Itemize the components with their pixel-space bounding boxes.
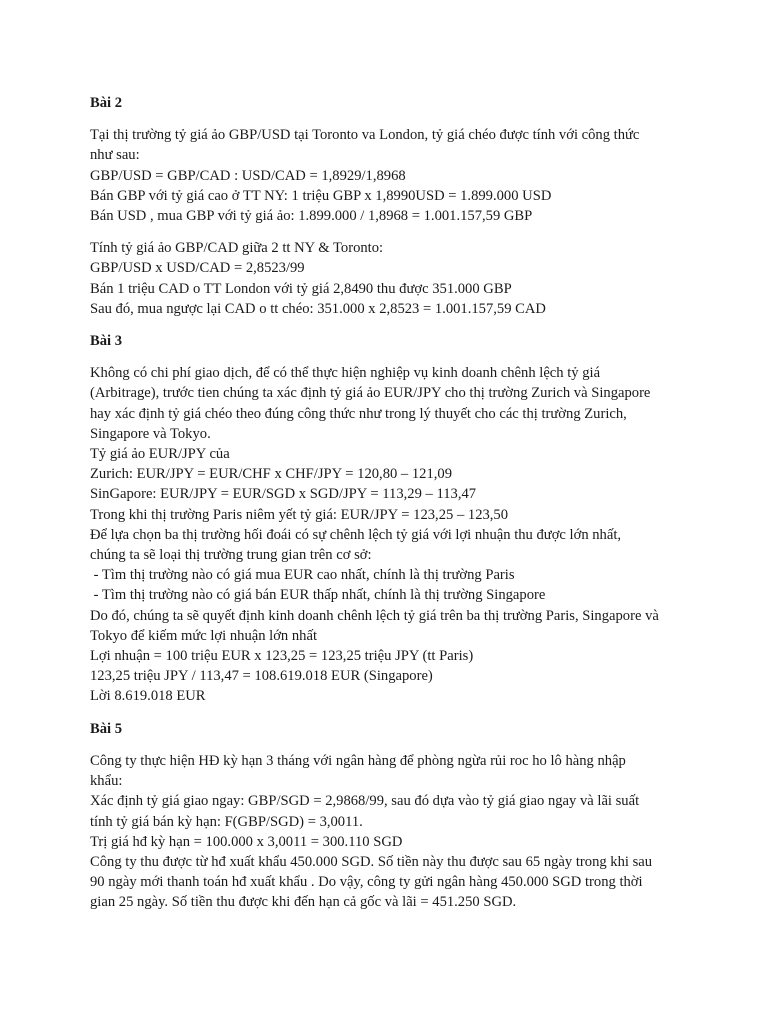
paragraph xyxy=(90,363,690,706)
text-line: Lời 8.619.018 EUR xyxy=(90,688,206,705)
text-line: khẩu: xyxy=(90,773,123,790)
text-line: hay xác định tỷ giá chéo theo đúng công thức như trong lý thuyết cho các thị trường Zurich, xyxy=(90,405,627,422)
text-line: - Tìm thị trường nào có giá bán EUR thấp nhất, chính là thị trường Singapore xyxy=(90,587,546,604)
text-line: Sau đó, mua ngược lại CAD o tt chéo: 351.000 x 2,8523 = 1.001.157,59 CAD xyxy=(90,300,546,317)
text-line: 123,25 triệu JPY / 113,47 = 108.619.018 EUR (Singapore) xyxy=(90,668,433,685)
text-line: Bán USD , mua GBP với tỷ giá ảo: 1.899.000 / 1,8968 = 1.001.157,59 GBP xyxy=(90,208,533,225)
section-heading: Bài 3 xyxy=(90,333,123,350)
text-line: Công ty thực hiện HĐ kỳ hạn 3 tháng với ngân hàng để phòng ngừa rủi roc ho lô hàng nhập xyxy=(90,752,626,769)
section-3 xyxy=(90,719,690,913)
paragraph xyxy=(90,238,690,319)
text-line: chúng ta sẽ loại thị trường trung gian trên cơ sở: xyxy=(90,547,372,564)
text-line: Tính tỷ giá ảo GBP/CAD giữa 2 tt NY & Toronto: xyxy=(90,240,384,257)
text-line: Bán GBP với tỷ giá cao ở TT NY: 1 triệu GBP x 1,8990USD = 1.899.000 USD xyxy=(90,187,552,204)
text-line: GBP/USD = GBP/CAD : USD/CAD = 1,8929/1,8968 xyxy=(90,167,406,184)
text-line: Lợi nhuận = 100 triệu EUR x 123,25 = 123,25 triệu JPY (tt Paris) xyxy=(90,648,474,665)
text-line: Do đó, chúng ta sẽ quyết định kinh doanh chênh lệch tỷ giá trên ba thị trường Paris, Singapore và xyxy=(90,607,659,624)
paragraph xyxy=(90,751,690,913)
text-line: Để lựa chọn ba thị trường hối đoái có sự chênh lệch tỷ giá với lợi nhuận thu được lớn nhất, xyxy=(90,526,622,543)
text-line: 90 ngày mới thanh toán hđ xuất khẩu . Do vậy, công ty gửi ngân hàng 450.000 SGD trong thời xyxy=(90,874,643,891)
text-line: SinGapore: EUR/JPY = EUR/SGD x SGD/JPY = 113,29 – 113,47 xyxy=(90,486,477,503)
text-line: Tokyo để kiếm mức lợi nhuận lớn nhất xyxy=(90,627,318,644)
section-heading: Bài 2 xyxy=(90,95,123,111)
section-1 xyxy=(90,93,690,319)
document-body xyxy=(90,93,690,925)
text-line: Trị giá hđ kỳ hạn = 100.000 x 3,0011 = 300.110 SGD xyxy=(90,833,403,850)
text-line: Bán 1 triệu CAD o TT London với tỷ giá 2,8490 thu được 351.000 GBP xyxy=(90,280,512,297)
text-line: Không có chi phí giao dịch, để có thể thực hiện nghiệp vụ kinh doanh chênh lệch tỷ giá xyxy=(90,365,601,382)
text-line: gian 25 ngày. Số tiền thu được khi đến hạn cả gốc và lãi = 451.250 SGD. xyxy=(90,894,517,911)
text-line: (Arbitrage), trước tien chúng ta xác định tỷ giá ảo EUR/JPY cho thị trường Zurich và Singapore xyxy=(90,385,651,402)
text-line: Singapore và Tokyo. xyxy=(90,425,211,442)
text-line: Tỷ giá ảo EUR/JPY của xyxy=(90,446,230,463)
text-line: như sau: xyxy=(90,147,140,164)
text-line: Trong khi thị trường Paris niêm yết tỷ giá: EUR/JPY = 123,25 – 123,50 xyxy=(90,506,509,523)
text-line: Công ty thu được từ hđ xuất khẩu 450.000 SGD. Số tiền này thu được sau 65 ngày trong khi sau xyxy=(90,853,653,870)
paragraph xyxy=(90,125,690,226)
text-line: Xác định tỷ giá giao ngay: GBP/SGD = 2,9868/99, sau đó dựa vào tỷ giá giao ngay và lãi suất xyxy=(90,793,640,810)
text-line: tính tỷ giá bán kỳ hạn: F(GBP/SGD) = 3,0011. xyxy=(90,813,363,830)
section-2 xyxy=(90,331,690,707)
section-heading: Bài 5 xyxy=(90,720,123,737)
text-line: - Tìm thị trường nào có giá mua EUR cao nhất, chính là thị trường Paris xyxy=(90,567,515,584)
text-line: Zurich: EUR/JPY = EUR/CHF x CHF/JPY = 120,80 – 121,09 xyxy=(90,466,453,483)
text-line: GBP/USD x USD/CAD = 2,8523/99 xyxy=(90,260,305,277)
text-line: Tại thị trường tỷ giá ảo GBP/USD tại Toronto va London, tỷ giá chéo được tính với công thức xyxy=(90,127,640,144)
